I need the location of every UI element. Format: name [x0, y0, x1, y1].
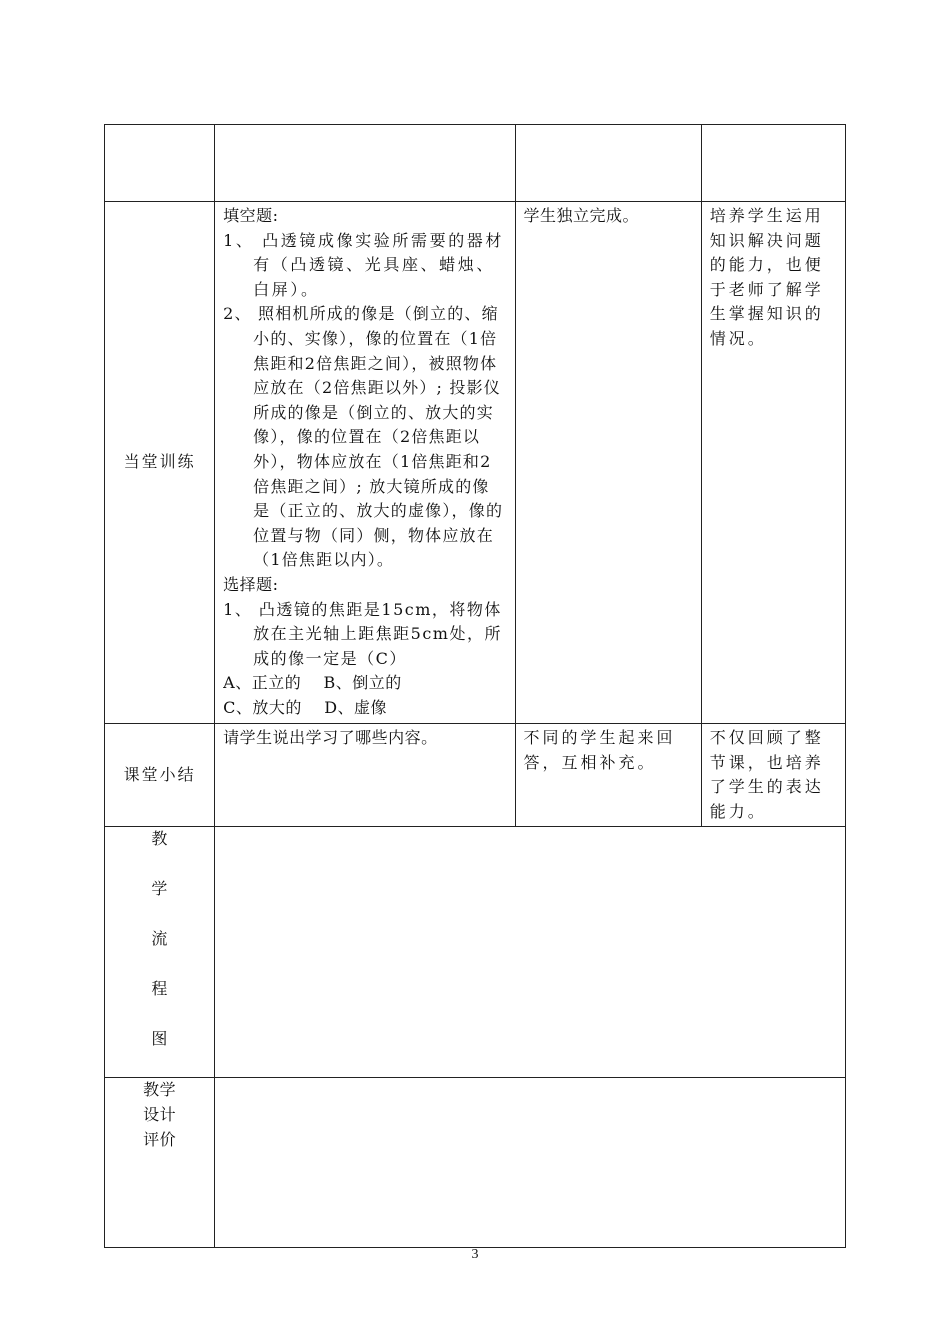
- training-design-purpose: 培养学生运用知识解决问题的能力，也便于老师了解学生掌握知识的情况。: [709, 206, 824, 348]
- flowchart-label-char: 程: [151, 979, 168, 999]
- summary-student-activity: 不同的学生起来回答，互相补充。: [523, 728, 676, 772]
- flowchart-label-char: 教: [151, 829, 168, 849]
- choice-title: 选择题:: [223, 574, 279, 594]
- evaluation-label-line: 评价: [143, 1129, 177, 1149]
- flowchart-label-char: 流: [151, 929, 168, 949]
- lesson-plan-table: [104, 124, 846, 1248]
- flowchart-label-char: 学: [151, 879, 168, 899]
- table-row-summary: [105, 724, 846, 827]
- training-label-cell: [105, 202, 215, 724]
- training-purpose-cell: [701, 202, 845, 724]
- fill-in-question-2: 2、 照相机所成的像是（倒立的、缩小的、实像），像的位置在（1倍焦距和2倍焦距之间），被照物体应放在（2倍焦距以外）; 投影仪所成的像是（倒立的、放大的实像），像的位置在（2倍焦距以外），物体应放在（1倍焦距和2倍焦距之间）; 放大镜所成的像是（正立的、放大的虚像），像的位置与物（同）侧，物体应放在（1倍焦距以内）。: [223, 304, 504, 570]
- summary-design-purpose: 不仅回顾了整节课，也培养了学生的表达能力。: [709, 728, 824, 821]
- summary-purpose-cell: [701, 724, 845, 827]
- summary-label: 课堂小结: [123, 764, 196, 784]
- empty-cell: [515, 125, 701, 202]
- fill-in-title: 填空题:: [223, 206, 279, 225]
- training-student-cell: [515, 202, 701, 724]
- summary-content-cell: [215, 724, 515, 827]
- table-row-training: [105, 202, 846, 724]
- choice-question-1: 1、 凸透镜的焦距是15cm，将物体放在主光轴上距焦距5cm处，所成的像一定是（C）: [223, 599, 502, 668]
- table-row-flowchart: [105, 827, 846, 1078]
- choice-options-cd: C、放大的 D、虚像: [223, 697, 388, 717]
- training-student-activity: 学生独立完成。: [523, 206, 640, 225]
- fill-in-question-1: 1、 凸透镜成像实验所需要的器材有（凸透镜、光具座、蜡烛、白屏）。: [223, 230, 505, 299]
- table-row-evaluation: [105, 1078, 846, 1248]
- evaluation-label-line: 教学: [143, 1080, 177, 1100]
- flowchart-label-cell: [105, 827, 215, 1078]
- page-number: 3: [471, 1247, 479, 1262]
- evaluation-content-cell: [215, 1078, 846, 1248]
- flowchart-label-char: 图: [151, 1029, 168, 1049]
- table-row-top-empty: [105, 125, 846, 202]
- empty-cell: [701, 125, 845, 202]
- summary-label-cell: [105, 724, 215, 827]
- empty-cell: [215, 125, 515, 202]
- training-label: 当堂训练: [123, 452, 196, 472]
- flowchart-content-cell: [215, 827, 846, 1078]
- summary-student-cell: [515, 724, 701, 827]
- evaluation-label-cell: [105, 1078, 215, 1248]
- summary-content: 请学生说出学习了哪些内容。: [223, 728, 438, 747]
- choice-options-ab: A、正立的 B、倒立的: [223, 673, 402, 693]
- empty-cell: [105, 125, 215, 202]
- evaluation-label-line: 设计: [143, 1104, 177, 1124]
- training-content-cell: [215, 202, 515, 724]
